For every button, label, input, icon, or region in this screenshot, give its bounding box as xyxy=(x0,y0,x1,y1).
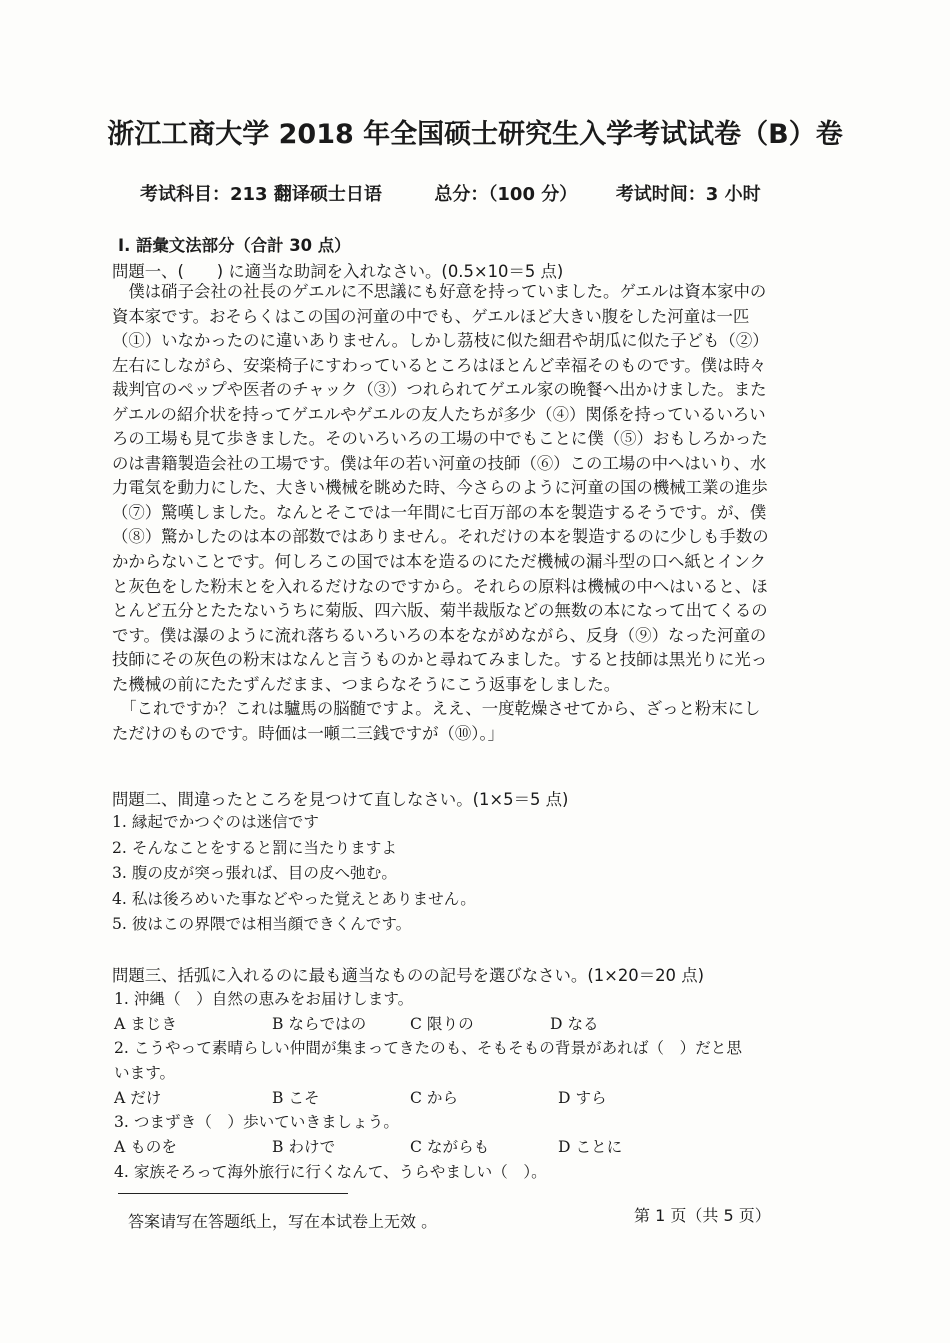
passage-line: 裁判官のペップや医者のチャック（③）つれられてゲエル家の晩餐へ出かけました。また xyxy=(112,380,767,400)
option-c: C から xyxy=(410,1089,459,1107)
passage-line: かからないことです。何しろこの国では本を造るのにただ機械の漏斗型の口へ紙とインク xyxy=(112,552,766,572)
passage-line: のは書籍製造会社の工場です。僕は年の若い河童の技師（⑥）この工場の中へはいり、水 xyxy=(112,453,767,473)
passage-line: 力電気を動力にした、大きい機械を眺めた時、今さらのように河童の国の機械工業の進歩 xyxy=(112,478,768,498)
exam-total-score: 总分：（100 分） xyxy=(434,184,578,205)
passage-line: 僕は硝子会社の社長のゲエルに不思議にも好意を持っていました。ゲエルは資本家中の xyxy=(112,282,767,301)
option-b: B ならではの xyxy=(272,1015,367,1033)
question3-heading: 問題三、括弧に入れるのに最も適当なものの記号を選びなさい。(1×20＝20 点) xyxy=(112,966,704,985)
option-d: D ことに xyxy=(558,1138,623,1156)
question1-heading: 問題一、( ) に適当な助詞を入れなさい。(0.5×10＝5 点) xyxy=(112,262,564,281)
question3-item-2: 2. こうやって素晴らしい仲間が集まってきたのも、そもそもの背景があれば（ ）だと思 xyxy=(114,1039,742,1057)
question3-item-3: 3. つまずき（ ）歩いていきましょう。 xyxy=(114,1113,399,1131)
option-a: A まじき xyxy=(114,1015,177,1033)
question3-item-2-cont: います。 xyxy=(114,1064,176,1082)
list-item: 4. 私は後ろめいた事などやった覚えとありません。 xyxy=(112,889,476,908)
list-item: 2. そんなことをすると罰に当たりますよ xyxy=(112,838,397,857)
list-item: 5. 彼はこの界隈では相当顔できくんです。 xyxy=(112,915,412,933)
question2-heading: 問題二、間違ったところを見つけて直しなさい。(1×5＝5 点) xyxy=(112,790,569,809)
question2-list xyxy=(112,810,476,938)
exam-info-line xyxy=(140,180,761,206)
option-c: C ながらも xyxy=(410,1138,490,1156)
passage-line: 技師にその灰色の粉末はなんと言うものかと尋ねてみました。すると技師は黒光りに光っ xyxy=(112,650,768,670)
option-c: C 限りの xyxy=(410,1015,474,1033)
option-a: A だけ xyxy=(114,1089,162,1107)
passage-line: 「これですか？これは驢馬の脳髄ですよ。ええ、一度乾燥させてから、ざっと粉末にし xyxy=(112,699,761,719)
exam-title: 浙江工商大学 2018 年全国硕士研究生入学考试试卷（B）卷 xyxy=(107,119,843,150)
passage-line: 左右にしながら、安楽椅子にすわっているところはほとんど幸福そのものです。僕は時々 xyxy=(112,355,767,375)
exam-subject: 考试科目：213 翻译硕士日语 xyxy=(140,184,382,205)
footer-note: 答案请写在答题纸上，写在本试卷上无效 。 xyxy=(128,1212,438,1231)
exam-time: 考试时间：3 小时 xyxy=(615,184,761,205)
passage-line: た機械の前にたたずんだまま、つまらなそうにこう返事をしました。 xyxy=(112,674,621,694)
passage-line: （①）いなかったのに違いありません。しかし茘枝に似た細君や胡瓜に似た子ども（②） xyxy=(112,331,769,351)
passage-line: ただけのものです。時価は一噸二三銭ですが（⑩）。」 xyxy=(112,723,505,743)
option-d: D なる xyxy=(550,1015,599,1033)
passage-line: ゲエルの紹介状を持ってゲエルやゲエルの友人たちが多少（④）関係を持っているいろい xyxy=(112,404,766,424)
list-item: 3. 腹の皮が突っ張れば、目の皮へ弛む。 xyxy=(112,864,397,882)
passage-line: と灰色をした粉末とを入れるだけなのですから。それらの原料は機械の中へはいると、ほ xyxy=(112,576,768,596)
passage-line: （⑦）驚嘆しました。なんとそこでは一年間に七百万部の本を製造するそうです。が、僕 xyxy=(112,502,767,522)
question1-passage xyxy=(112,280,782,746)
question3-item-4: 4. 家族そろって海外旅行に行くなんて、うらやましい（ ）。 xyxy=(114,1163,547,1181)
passage-line: とんど五分とたたないうちに菊版、四六版、菊半裁版などの無数の本になって出てくるの xyxy=(112,601,768,621)
passage-line: （⑧）驚かしたのは本の部数ではありません。それだけの本を製造するのに少しも手数の xyxy=(112,527,769,547)
passage-line: です。僕は瀑のように流れ落ちるいろいろの本をながめながら、反身（⑨）なった河童の xyxy=(112,625,767,645)
passage-line: ろの工場も見て歩きました。そのいろいろの工場の中でもことに僕（⑤）おもしろかった xyxy=(112,429,768,449)
list-item: 1. 縁起でかつぐのは迷信です xyxy=(112,813,319,831)
passage-line: 資本家です。おそらくはこの国の河童の中でも、ゲエルほど大きい腹をした河童は一匹 xyxy=(112,306,750,326)
option-a: A ものを xyxy=(114,1138,177,1156)
footer-divider xyxy=(118,1193,348,1194)
option-d: D すら xyxy=(558,1089,607,1107)
page-number: 第 1 页（共 5 页） xyxy=(634,1206,771,1225)
option-b: B わけで xyxy=(272,1138,336,1156)
option-b: B こそ xyxy=(272,1089,320,1107)
question3-item-1: 1. 沖縄（ ）自然の恵みをお届けします。 xyxy=(114,990,414,1008)
section-title: Ⅰ. 語彙文法部分（合計 30 点） xyxy=(118,236,351,255)
